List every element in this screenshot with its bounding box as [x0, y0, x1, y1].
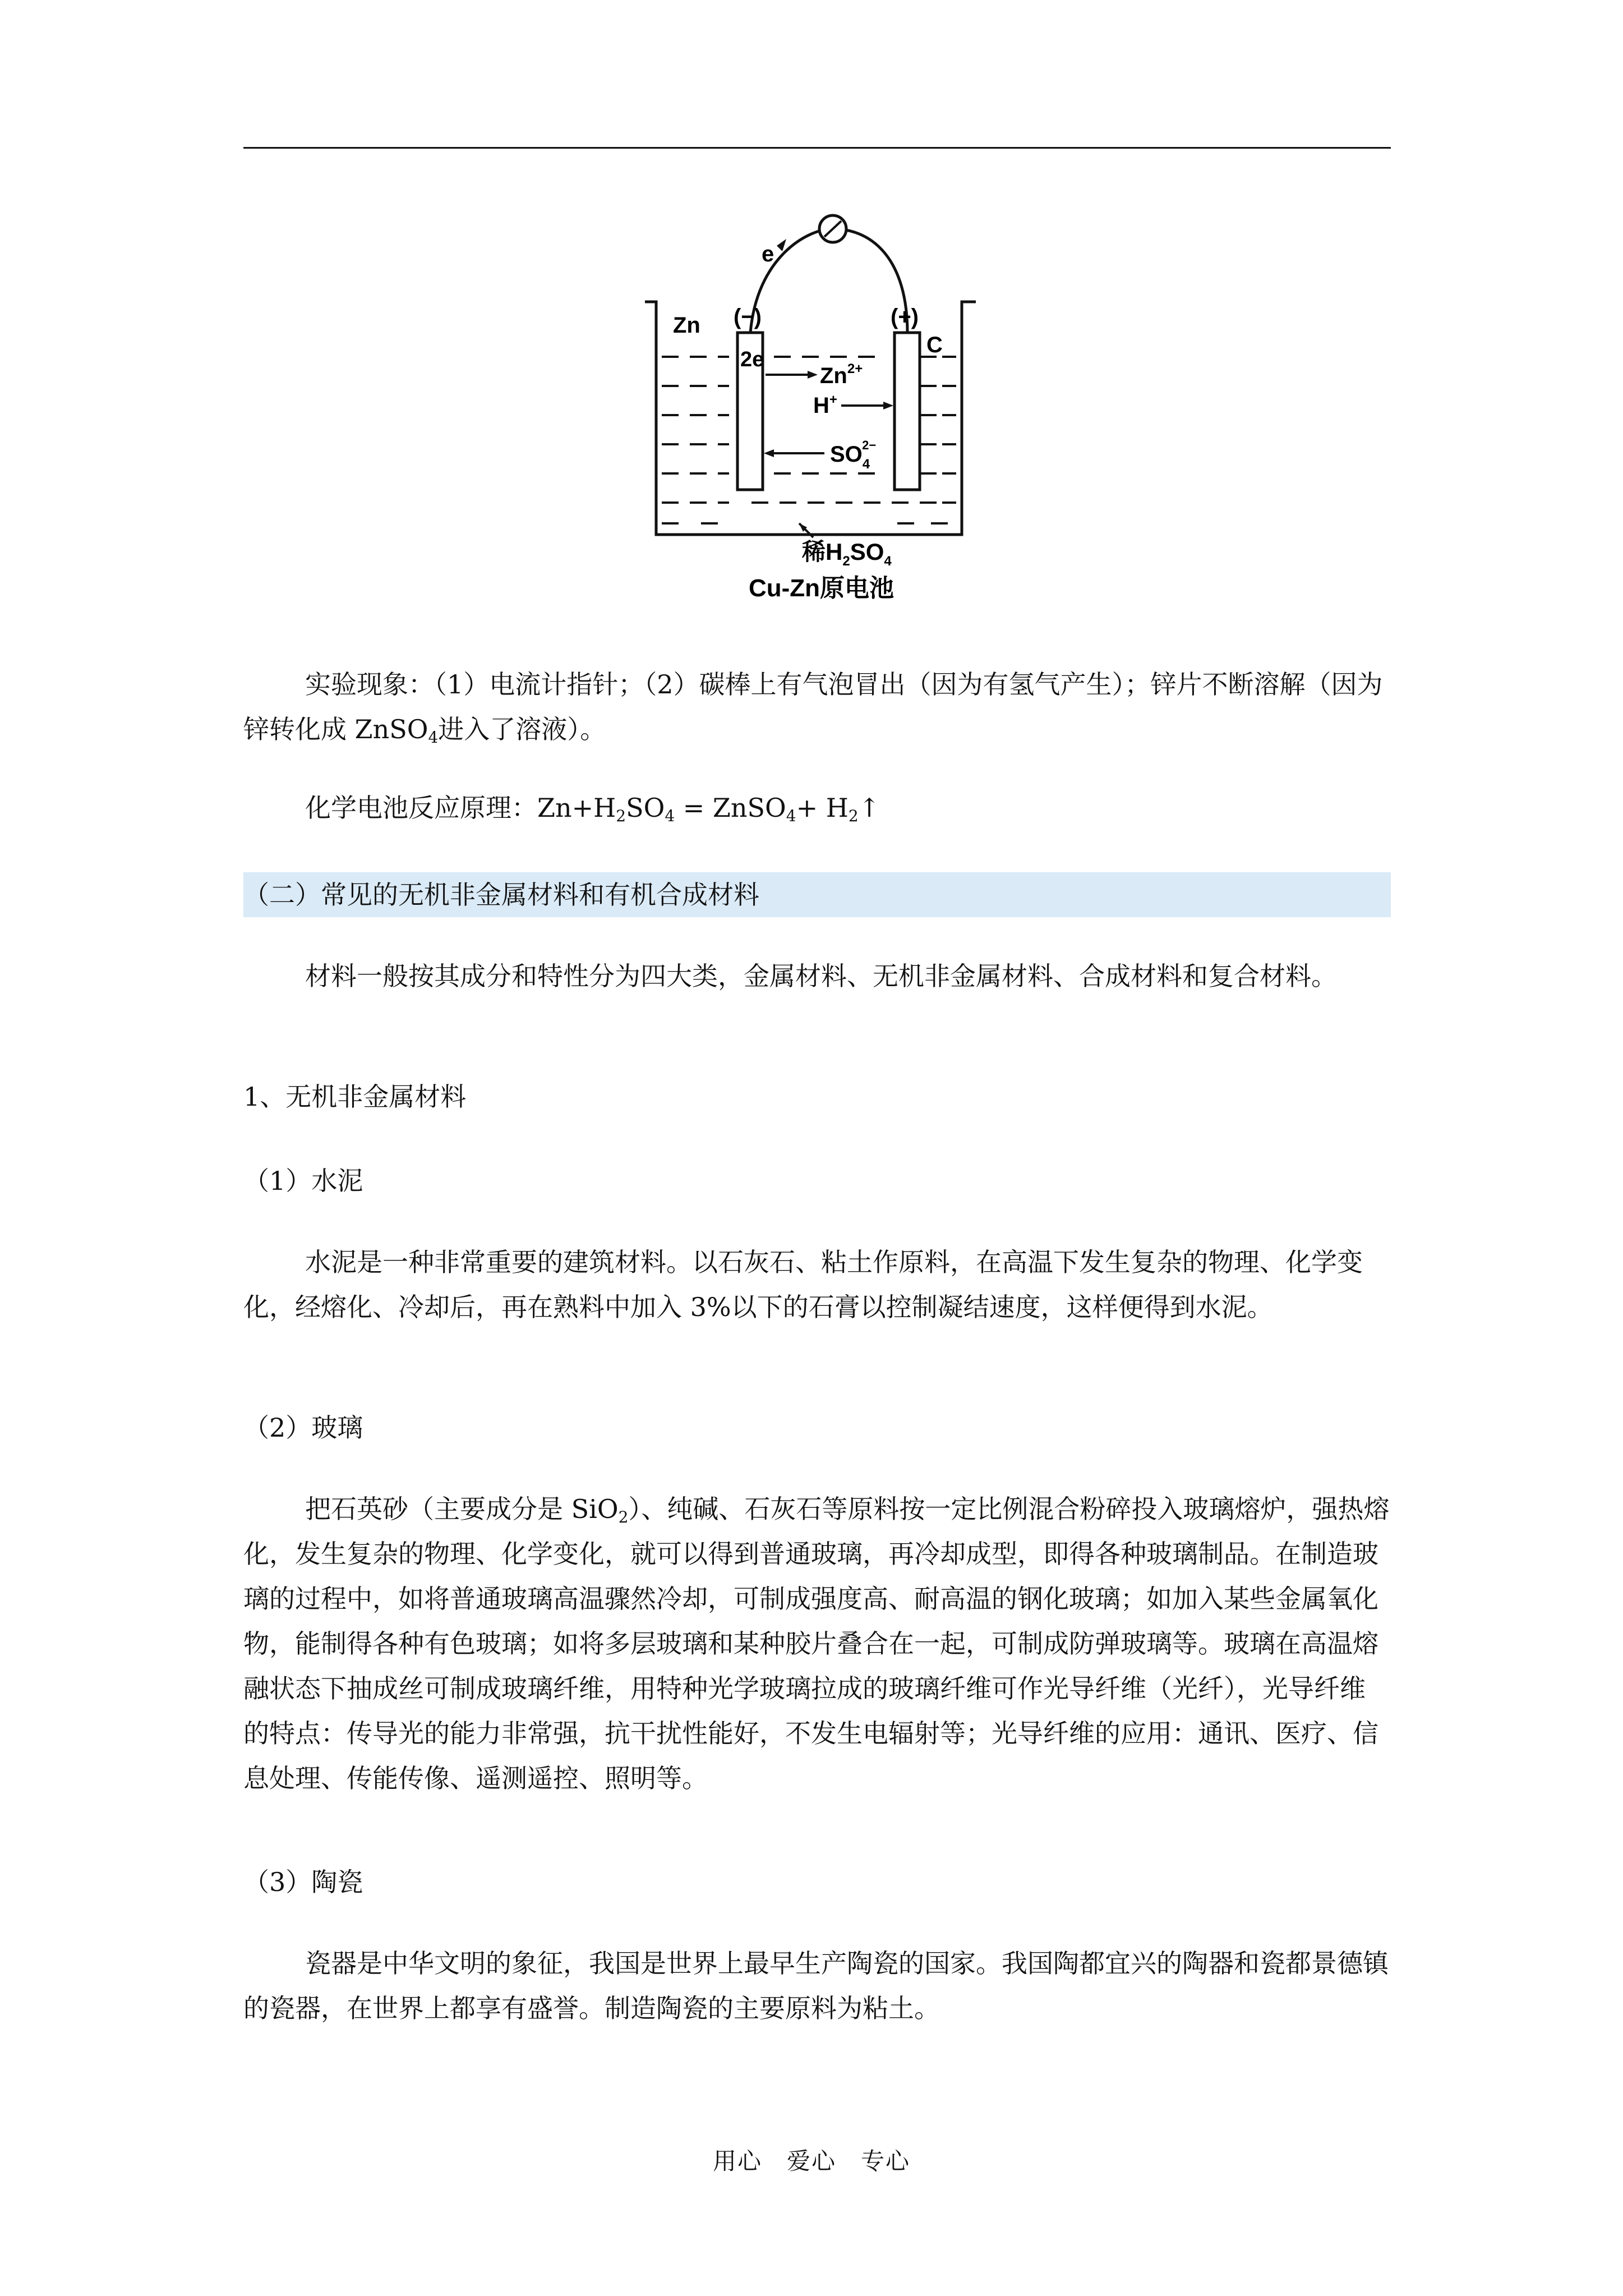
section-title: （二）常见的无机非金属材料和有机合成材料: [243, 880, 759, 910]
glass-heading: （2）玻璃: [243, 1412, 363, 1443]
ceramic-paragraph: 瓷器是中华文明的象征，我国是世界上最早生产陶瓷的国家。我国陶都宜兴的陶器和瓷都景德镇的瓷器，在世界上都享有盛誉。制造陶瓷的主要原料为粘土。: [243, 1948, 1389, 2023]
h-ion-label: H+: [813, 392, 837, 418]
galvanic-cell-figure: [639, 212, 987, 605]
glass-paragraph: 把石英砂（主要成分是 SiO$_2$）、纯碱、石灰石等原料按一定比例混合粉碎投入玻璃熔炉，强热熔化，发生复杂的物理、化学变化，就可以得到普通玻璃，再冷却成型，即得各种玻璃制品。在制造玻璃的过程中，如将普通玻璃高温骤然冷却，可制成强度高、耐高温的钢化玻璃；如加入某些金属氧化物，能制得各种有色玻璃；如将多层玻璃和某种胶片叠合在一起，可制成防弹玻璃等。玻璃在高温熔融状态下抽成丝可制成玻璃纤维，用特种光学玻璃拉成的玻璃纤维可作光导纤维（光纤），光导纤维的特点：传导光的能力非常强，抗干扰性能好，不发生电辐射等；光导纤维的应用：通讯、医疗、信息处理、传能传像、遥测遥控、照明等。: [243, 1494, 1390, 1793]
carbon-label: C: [926, 333, 943, 357]
positive-terminal-label: (+): [891, 305, 919, 329]
section-heading: [243, 872, 1391, 917]
figure-caption: Cu-Zn原电池: [749, 574, 895, 602]
ceramic-heading: （3）陶瓷: [243, 1867, 363, 1897]
zn-ion-label: $Zn^{2+}$: [820, 361, 863, 388]
page-footer: 用心 爱心 专心: [712, 2147, 910, 2175]
sulfate-ion-label: $SO_42-$: [830, 438, 877, 472]
electron-label: e: [762, 242, 774, 266]
negative-terminal-label: (−): [734, 305, 762, 329]
two-electron-label: 2e: [740, 348, 764, 371]
carbon-electrode: [895, 333, 920, 490]
materials-intro-paragraph: 材料一般按其成分和特性分为四大类，金属材料、无机非金属材料、合成材料和复合材料。: [305, 961, 1337, 991]
header-rule: [243, 147, 1391, 149]
zn-label: Zn: [673, 313, 700, 338]
cement-heading: （1）水泥: [243, 1166, 363, 1196]
cement-paragraph: 水泥是一种非常重要的建筑材料。以石灰石、粘土作原料，在高温下发生复杂的物理、化学变化，经熔化、冷却后，再在熟料中加入 3%以下的石膏以控制凝结速度，这样便得到水泥。: [243, 1247, 1363, 1322]
experiment-phenomenon-paragraph: 实验现象：（1）电流计指针；（2）碳棒上有气泡冒出（因为有氢气产生）；锌片不断溶解（因为锌转化成 ZnSO$_4$进入了溶液）。: [243, 669, 1383, 747]
reaction-principle-paragraph: 化学电池反应原理：$Zn+H_2SO_4$ = ZnSO$_4$+ $H_2↑$: [305, 793, 880, 825]
subsection-inorganic-heading: 1、无机非金属材料: [243, 1082, 467, 1112]
electrolyte-label: 稀$H_2SO_4$: [802, 539, 892, 569]
